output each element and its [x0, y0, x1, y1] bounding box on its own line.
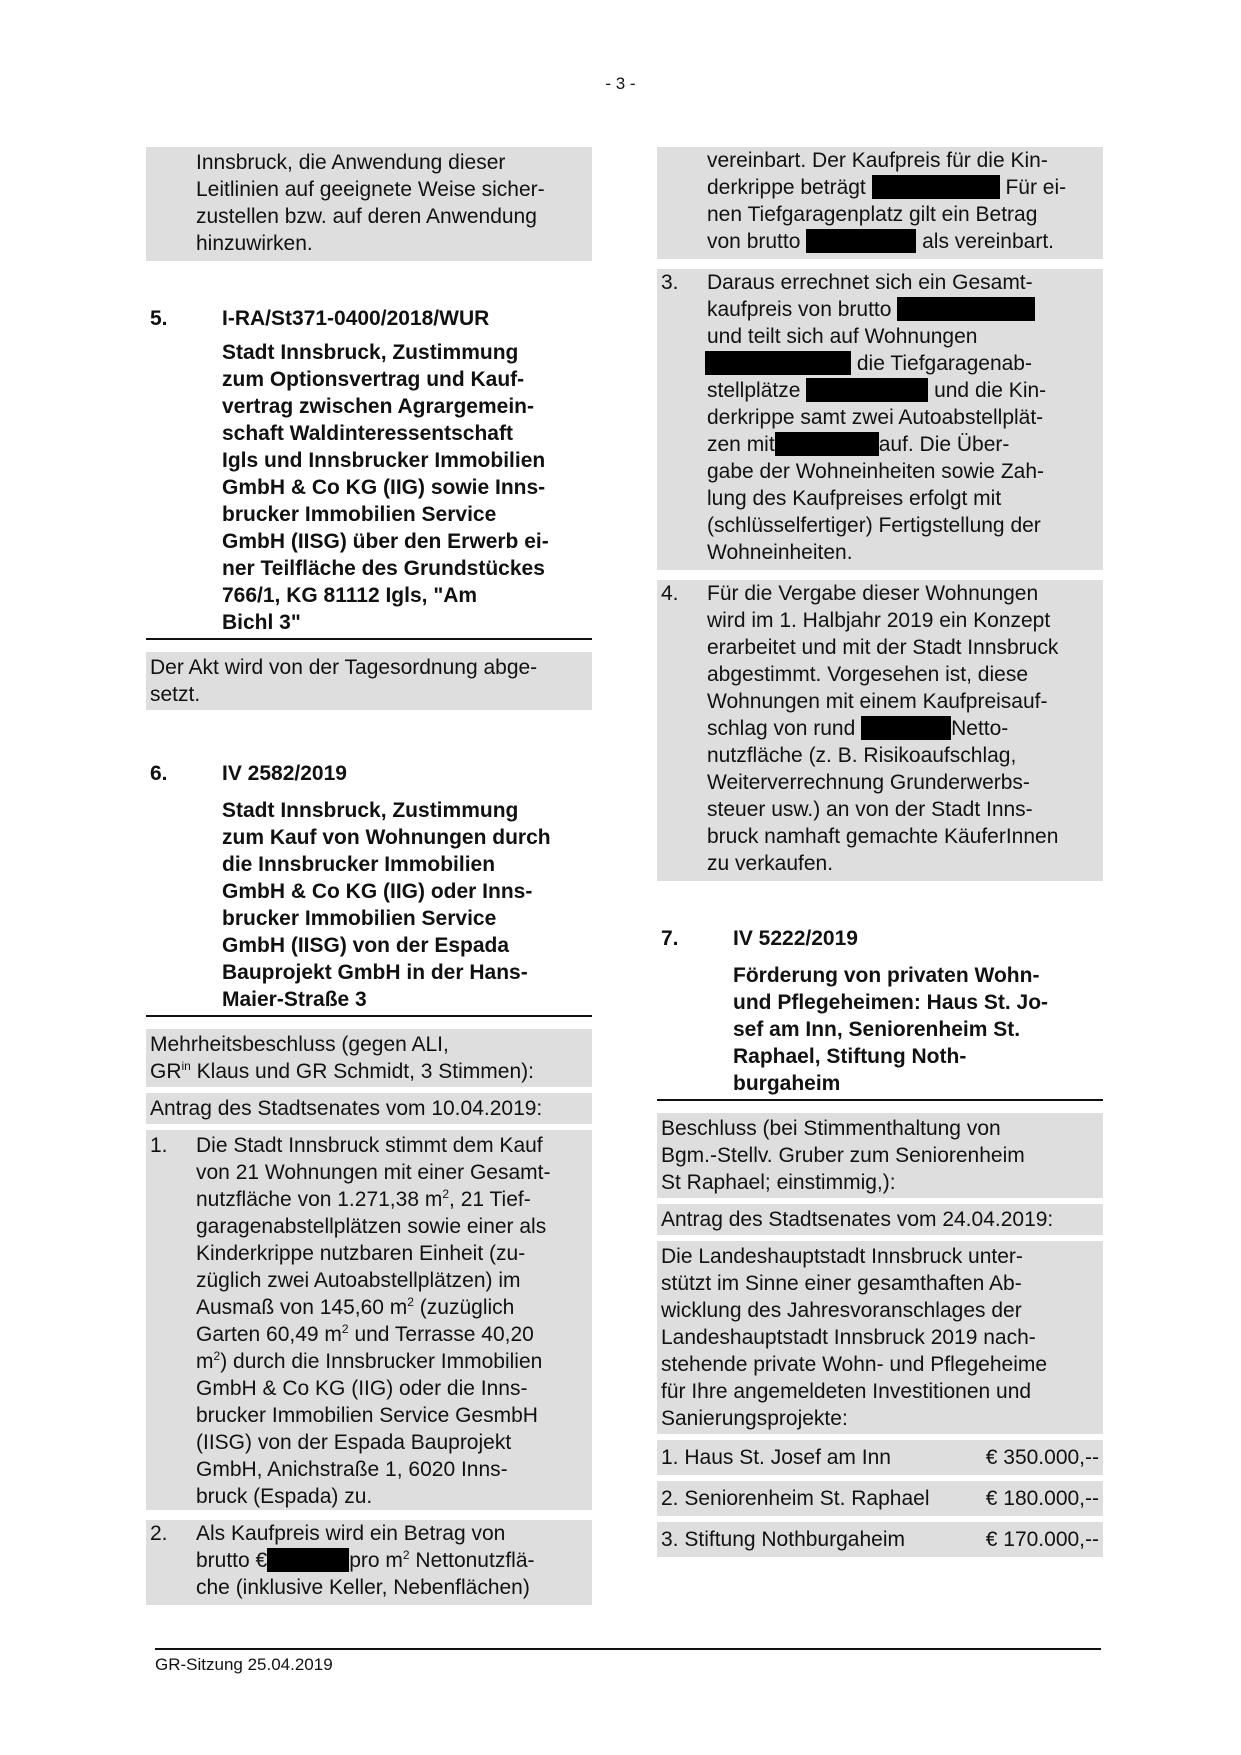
text-fragment: Ausmaß von 145,60 m	[196, 1296, 408, 1319]
point-text	[196, 1132, 588, 1510]
redaction-box	[806, 378, 928, 402]
title-line: ner Teilfläche des Grundstückes	[222, 557, 545, 580]
redaction-box	[705, 351, 851, 375]
text-fragment: nutzfläche von 1.271,38 m	[196, 1188, 443, 1211]
item-5-header	[146, 305, 592, 332]
text-line: Als Kaufpreis wird ein Betrag von	[196, 1522, 506, 1545]
point-text	[196, 1520, 588, 1601]
text-line: (IISG) von der Espada Bauprojekt	[196, 1431, 512, 1454]
text-line: nen Tiefgaragenplatz gilt ein Betrag	[707, 203, 1038, 226]
item-number: 7.	[661, 927, 679, 950]
text-fragment: Nettonutzflä-	[409, 1549, 535, 1572]
text-fragment: von brutto	[707, 230, 801, 253]
title-line: Förderung von privaten Wohn-	[733, 964, 1040, 987]
text-fragment: pro m	[349, 1549, 403, 1572]
motion-text: Antrag des Stadtsenates vom 24.04.2019:	[661, 1208, 1054, 1231]
text-line: zustellen bzw. auf deren Anwendung	[196, 205, 537, 228]
text-fragment: stellplätze	[707, 379, 801, 402]
text-line: Leitlinien auf geeignete Weise sicher-	[196, 178, 545, 201]
text-fragment: die Tiefgaragenab-	[856, 352, 1032, 375]
title-line: Maier-Straße 3	[222, 988, 367, 1011]
item-6-continuation	[657, 147, 1103, 259]
text-line: derkrippe samt zwei Autoabstellplät-	[707, 406, 1044, 429]
text-line	[707, 296, 1099, 323]
text-line	[707, 377, 1099, 404]
text-line	[707, 228, 1099, 255]
text-line: erarbeitet und mit der Stadt Innsbruck	[707, 636, 1059, 659]
text-line	[196, 1186, 588, 1213]
text-line: GmbH, Anichstraße 1, 6020 Inns-	[196, 1458, 508, 1481]
text-line	[150, 1058, 588, 1085]
text-line: lung des Kaufpreises erfolgt mit	[707, 487, 1002, 510]
title-line: GmbH & Co KG (IIG) sowie Inns-	[222, 476, 546, 499]
text-line: (schlüsselfertiger) Fertigstellung der	[707, 514, 1041, 537]
grant-row	[657, 1522, 1103, 1557]
text-fragment: GR	[150, 1060, 182, 1083]
superscript: 2	[407, 1295, 414, 1309]
text-line: Bgm.-Stellv. Gruber zum Seniorenheim	[661, 1144, 1025, 1167]
item-number: 5.	[150, 307, 168, 330]
redaction-box	[897, 297, 1035, 321]
text-line	[707, 174, 1099, 201]
text-line	[707, 715, 1099, 742]
title-line: brucker Immobilien Service	[222, 503, 497, 526]
grant-row	[657, 1481, 1103, 1516]
text-line: brucker Immobilien Service GesmbH	[196, 1404, 538, 1427]
text-fragment: Netto-	[951, 717, 1009, 740]
text-line: garagenabstellplätzen sowie einer als	[196, 1215, 547, 1238]
text-fragment: derkrippe beträgt	[707, 176, 866, 199]
title-line: burgaheim	[733, 1072, 841, 1095]
text-fragment: Für ei-	[1005, 176, 1067, 199]
title-line: sef am Inn, Seniorenheim St.	[733, 1018, 1021, 1041]
title-line: zum Kauf von Wohnungen durch	[222, 826, 551, 849]
text-line	[196, 1348, 588, 1375]
body-text	[657, 1241, 1103, 1434]
title-line: GmbH (IISG) über den Erwerb ei-	[222, 530, 549, 553]
item-7-body	[657, 1113, 1103, 1557]
text-line: che (inklusive Keller, Nebenflächen)	[196, 1576, 530, 1599]
title-line: Stadt Innsbruck, Zustimmung	[222, 799, 519, 822]
item-5-result	[146, 652, 592, 710]
text-line: stehende private Wohn- und Pflegeheime	[661, 1353, 1048, 1376]
redaction-box	[267, 1548, 349, 1572]
redaction-box	[872, 175, 1000, 199]
text-line	[196, 1294, 588, 1321]
text-line	[196, 1547, 588, 1574]
text-line: GmbH & Co KG (IIG) oder die Inns-	[196, 1377, 528, 1400]
title-line: GmbH (IISG) von der Espada	[222, 934, 510, 957]
text-fragment: zen mit	[707, 433, 775, 456]
text-fragment: Klaus und GR Schmidt, 3 Stimmen):	[190, 1060, 534, 1083]
text-line: hinzuwirken.	[196, 232, 313, 255]
text-line: wird im 1. Halbjahr 2019 ein Konzept	[707, 609, 1051, 632]
text-line: Für die Vergabe dieser Wohnungen	[707, 582, 1039, 605]
item-6-header	[146, 760, 592, 787]
text-fragment: und Terrasse 40,20	[348, 1323, 534, 1346]
point-text	[707, 269, 1099, 566]
item-reference: I-RA/St371-0400/2018/WUR	[222, 307, 490, 330]
redaction-box	[861, 716, 951, 740]
text-line: zu verkaufen.	[707, 852, 834, 875]
text-line: setzt.	[150, 683, 201, 706]
text-line: Daraus errechnet sich ein Gesamt-	[707, 271, 1033, 294]
title-line: zum Optionsvertrag und Kauf-	[222, 368, 525, 391]
decision-text	[657, 1113, 1103, 1198]
grant-row	[657, 1440, 1103, 1475]
text-line: Wohnungen mit einem Kaufpreisauf-	[707, 690, 1048, 713]
text-line: Die Landeshauptstadt Innsbruck unter-	[661, 1245, 1023, 1268]
item-7-title	[657, 962, 1103, 1101]
text-line: vereinbart. Der Kaufpreis für die Kin-	[707, 149, 1048, 172]
redaction-box	[806, 229, 916, 253]
point-1	[146, 1130, 592, 1510]
title-line: GmbH & Co KG (IIG) oder Inns-	[222, 880, 533, 903]
text-line: Sanierungsprojekte:	[661, 1407, 848, 1430]
redaction-box	[775, 432, 879, 456]
title-line: Bichl 3"	[222, 611, 301, 634]
text-line: Innsbruck, die Anwendung dieser	[196, 151, 506, 174]
grant-amount: € 180.000,--	[985, 1487, 1099, 1510]
point-3	[657, 269, 1103, 570]
point-text	[707, 580, 1099, 877]
item-7-header	[657, 925, 1103, 952]
superscript: in	[181, 1059, 191, 1073]
title-line: vertrag zwischen Agrargemein-	[222, 395, 534, 418]
decision-text	[146, 1029, 592, 1087]
item-5-title	[146, 339, 592, 640]
text-line: abgestimmt. Vorgesehen ist, diese	[707, 663, 1029, 686]
text-line: für Ihre angemeldeten Investitionen und	[661, 1380, 1032, 1403]
text-line: bruck namhaft gemachte KäuferInnen	[707, 825, 1059, 848]
grant-amount: € 170.000,--	[985, 1528, 1099, 1551]
text-line: Die Stadt Innsbruck stimmt dem Kauf	[196, 1134, 543, 1157]
superscript: 2	[341, 1322, 349, 1336]
item-number: 6.	[150, 762, 168, 785]
text-fragment: auf. Die Über-	[878, 433, 1010, 456]
text-fragment: , 21 Tief-	[449, 1188, 531, 1211]
text-line: Landeshauptstadt Innsbruck 2019 nach-	[661, 1326, 1036, 1349]
point-number: 1.	[150, 1134, 168, 1157]
item-reference: IV 5222/2019	[733, 927, 858, 950]
footer-divider	[155, 1648, 1101, 1650]
point-number: 4.	[661, 582, 679, 605]
text-line: nutzfläche (z. B. Risikoaufschlag,	[707, 744, 1017, 767]
text-line: züglich zwei Autoabstellplätzen) im	[196, 1269, 521, 1292]
title-line: Stadt Innsbruck, Zustimmung	[222, 341, 519, 364]
text-line: gabe der Wohneinheiten sowie Zah-	[707, 460, 1044, 483]
point-number: 2.	[150, 1522, 168, 1545]
title-line: schaft Waldinteressentschaft	[222, 422, 513, 445]
text-fragment: als vereinbart.	[922, 230, 1054, 253]
page-number: - 3 -	[605, 74, 636, 93]
text-line: steuer usw.) an von der Stadt Inns-	[707, 798, 1033, 821]
text-line: Weiterverrechnung Grunderwerbs-	[707, 771, 1030, 794]
point-2	[146, 1520, 592, 1605]
intro-block	[146, 147, 592, 261]
title-line: Bauprojekt GmbH in der Hans-	[222, 961, 528, 984]
text-fragment: schlag von rund	[707, 717, 856, 740]
superscript: 2	[442, 1187, 450, 1201]
title-line: die Innsbrucker Immobilien	[222, 853, 496, 876]
title-line: 766/1, KG 81112 Igls, "Am	[222, 584, 478, 607]
text-line: bruck (Espada) zu.	[196, 1485, 373, 1508]
right-column	[657, 147, 1103, 1557]
superscript: 2	[213, 1349, 221, 1363]
item-reference: IV 2582/2019	[222, 762, 347, 785]
grant-label: 1. Haus St. Josef am Inn	[661, 1446, 891, 1469]
text-fragment: m	[196, 1350, 214, 1373]
text-line: Mehrheitsbeschluss (gegen ALI,	[150, 1033, 449, 1056]
text-line: Der Akt wird von der Tagesordnung abge-	[150, 656, 538, 679]
text-line: von 21 Wohnungen mit einer Gesamt-	[196, 1161, 551, 1184]
text-fragment: Garten 60,49 m	[196, 1323, 342, 1346]
text-line: Beschluss (bei Stimmenthaltung von	[661, 1117, 1001, 1140]
motion-text: Antrag des Stadtsenates vom 10.04.2019:	[150, 1097, 543, 1120]
point-number: 3.	[661, 271, 679, 294]
item-6-title	[146, 797, 592, 1017]
grant-label: 2. Seniorenheim St. Raphael	[661, 1487, 930, 1510]
text-fragment: kaufpreis von brutto	[707, 298, 892, 321]
superscript: 2	[402, 1548, 410, 1562]
text-line: Kinderkrippe nutzbaren Einheit (zu-	[196, 1242, 526, 1265]
title-line: Igls und Innsbrucker Immobilien	[222, 449, 546, 472]
grant-label: 3. Stiftung Nothburgaheim	[661, 1528, 905, 1551]
title-line: Raphael, Stiftung Noth-	[733, 1045, 967, 1068]
item-6-body	[146, 1029, 592, 1605]
text-fragment: (zuzüglich	[413, 1296, 515, 1319]
text-line	[196, 1321, 588, 1348]
left-column	[146, 147, 592, 1605]
text-line: stützt im Sinne einer gesamthaften Ab-	[661, 1272, 1022, 1295]
text-line	[705, 350, 1099, 377]
text-line: wicklung des Jahresvoranschlages der	[661, 1299, 1022, 1322]
text-fragment: brutto €	[196, 1549, 268, 1572]
text-line: St Raphael; einstimmig,):	[661, 1171, 896, 1194]
text-line: Wohneinheiten.	[707, 541, 853, 564]
title-line: brucker Immobilien Service	[222, 907, 497, 930]
text-fragment: und die Kin-	[934, 379, 1047, 402]
text-fragment: ) durch die Innsbrucker Immobilien	[220, 1350, 543, 1373]
text-line	[707, 431, 1099, 458]
title-line: und Pflegeheimen: Haus St. Jo-	[733, 991, 1049, 1014]
point-4	[657, 580, 1103, 881]
footer-text: GR-Sitzung 25.04.2019	[155, 1655, 333, 1674]
grant-amount: € 350.000,--	[985, 1446, 1099, 1469]
text-line: und teilt sich auf Wohnungen	[707, 325, 978, 348]
